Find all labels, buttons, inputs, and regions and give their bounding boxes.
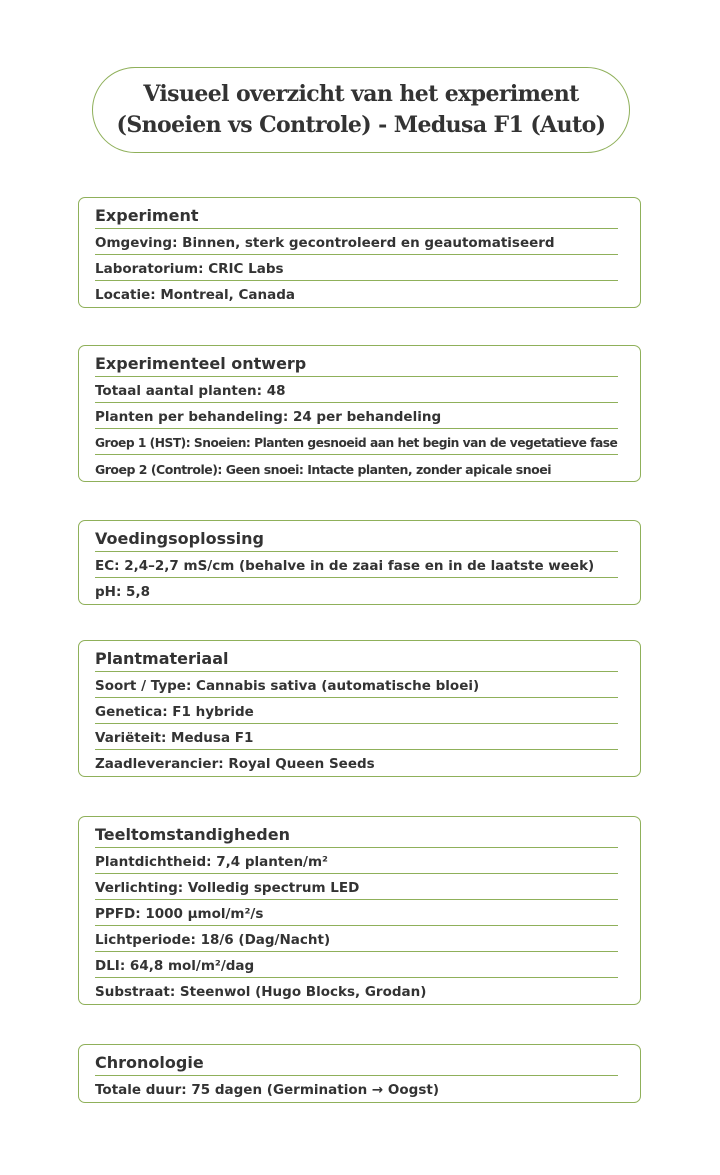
page-title-line-1: Visueel overzicht van het experiment bbox=[143, 81, 579, 107]
nutrition-card-title: Voedingsoplossing bbox=[95, 521, 618, 552]
nutrition-ph-row: pH: 5,8 bbox=[95, 584, 150, 600]
plant-material-card-title: Plantmateriaal bbox=[95, 641, 618, 672]
design-group-2-row: Groep 2 (Controle): Geen snoei: Intacte planten, zonder apicale snoei bbox=[95, 462, 551, 477]
conditions-lighting-row: Verlichting: Volledig spectrum LED bbox=[95, 874, 618, 900]
design-total-plants-row: Totaal aantal planten: 48 bbox=[95, 377, 618, 403]
plant-material-species-row: Soort / Type: Cannabis sativa (automatische bloei) bbox=[95, 672, 618, 698]
conditions-dli-row: DLI: 64,8 mol/m²/dag bbox=[95, 952, 618, 978]
chronology-card-title: Chronologie bbox=[95, 1045, 618, 1076]
conditions-ppfd-row: PPFD: 1000 µmol/m²/s bbox=[95, 900, 618, 926]
design-plants-per-treatment-row: Planten per behandeling: 24 per behandeling bbox=[95, 403, 618, 429]
page-title-line-2: (Snoeien vs Controle) - Medusa F1 (Auto) bbox=[116, 112, 606, 138]
experiment-environment-row: Omgeving: Binnen, sterk gecontroleerd en geautomatiseerd bbox=[95, 229, 618, 255]
design-group-1-row: Groep 1 (HST): Snoeien: Planten gesnoeid aan het begin van de vegetatieve fase bbox=[95, 429, 618, 455]
conditions-photoperiod-row: Lichtperiode: 18/6 (Dag/Nacht) bbox=[95, 926, 618, 952]
design-card-title: Experimenteel ontwerp bbox=[95, 346, 618, 377]
experiment-laboratory-row: Laboratorium: CRIC Labs bbox=[95, 255, 618, 281]
plant-material-variety-row: Variëteit: Medusa F1 bbox=[95, 724, 618, 750]
conditions-density-row: Plantdichtheid: 7,4 planten/m² bbox=[95, 848, 618, 874]
chronology-duration-row: Totale duur: 75 dagen (Germination → Oogst) bbox=[95, 1082, 439, 1098]
conditions-card bbox=[78, 816, 641, 1005]
design-card bbox=[78, 345, 641, 482]
conditions-card-title: Teeltomstandigheden bbox=[95, 817, 618, 848]
nutrition-ec-row: EC: 2,4–2,7 mS/cm (behalve in de zaai fase en in de laatste week) bbox=[95, 552, 618, 578]
page-title-box bbox=[92, 67, 630, 153]
plant-material-genetics-row: Genetica: F1 hybride bbox=[95, 698, 618, 724]
experiment-card-title: Experiment bbox=[95, 198, 618, 229]
plant-material-card bbox=[78, 640, 641, 777]
experiment-card bbox=[78, 197, 641, 308]
chronology-card bbox=[78, 1044, 641, 1103]
experiment-location-row: Locatie: Montreal, Canada bbox=[95, 287, 295, 303]
nutrition-card bbox=[78, 520, 641, 605]
plant-material-supplier-row: Zaadleverancier: Royal Queen Seeds bbox=[95, 756, 375, 772]
conditions-substrate-row: Substraat: Steenwol (Hugo Blocks, Grodan) bbox=[95, 984, 427, 1000]
